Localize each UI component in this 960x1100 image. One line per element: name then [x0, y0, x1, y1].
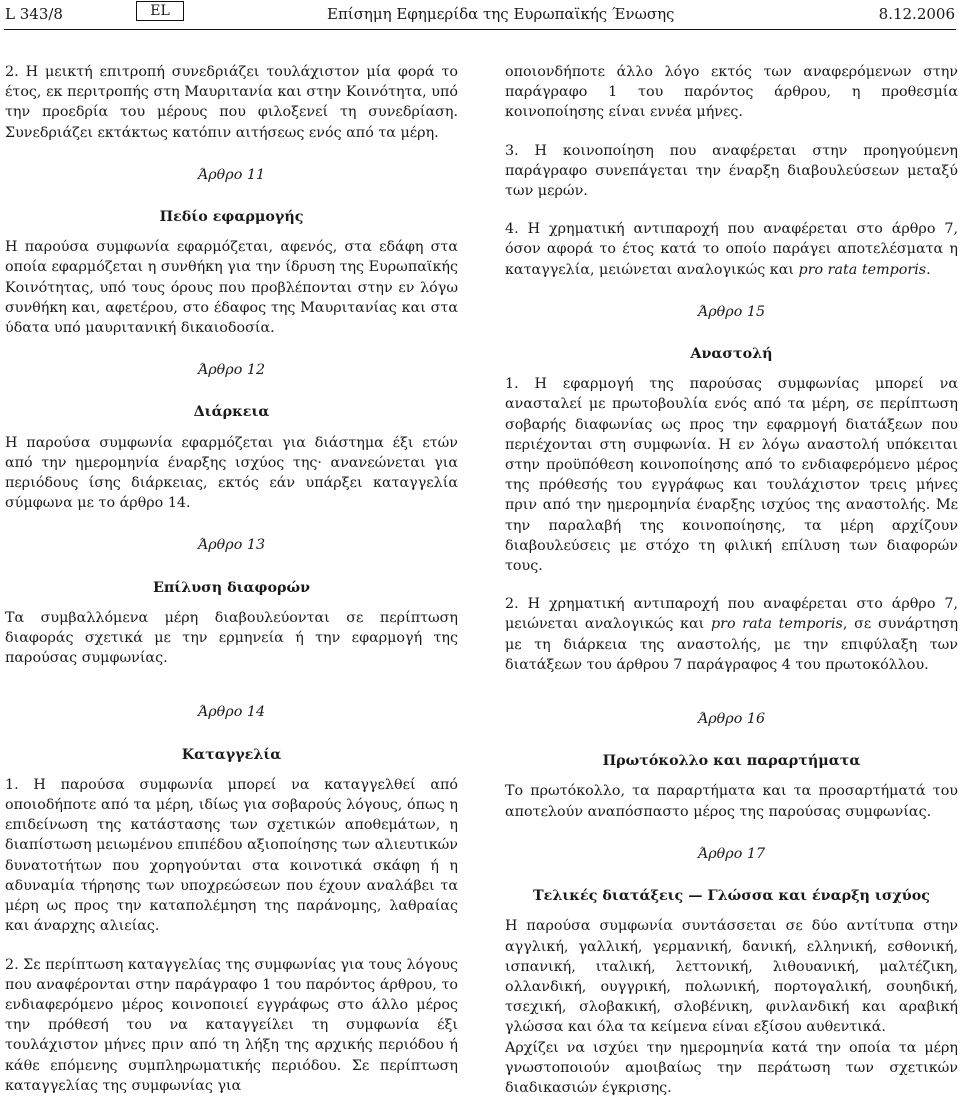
article-10-paragraph-2: 2. Η μεικτή επιτροπή συνεδριάζει τουλάχιστον μία φορά το έτος, εκ περιτροπής στη Μαυριτανία και στην Κοινότητα, υπό την προεδρία του μέρους που φιλοξενεί τη συνεδρίαση. Συνεδριάζει εκτάκτως κατόπιν αιτήσεως ενός από τα μέρη. — [5, 64, 458, 141]
article-15-paragraph-2: 2. Η χρηματική αντιπαροχή που αναφέρεται στο άρθρο 7, μειώνεται αναλογικώς και pro rata temporis, σε συνάρτηση με τη διάρκεια της αναστολής, με την επιφύλαξη των διατάξεων του άρθρου 7 παράγραφος 4 του πρωτοκόλλου. — [505, 596, 959, 673]
article-15-paragraph-1: 1. Η εφαρμογή της παρούσας συμφωνίας μπορεί να ανασταλεί με πρωτοβουλία ενός από τα μέρη, σε περίπτωση σοβαρής διαφωνίας ως προς την εφαρμογή διατάξεων που περιέχονται στη συμφωνία. Η εν λόγω αναστολή υπόκειται στην προϋπόθεση κοινοποίησης από το ενδιαφερόμενο μέρος της πρόθεσής του εγγράφως και τουλάχιστον τρεις μήνες πριν από την ημερομηνία έναρξης ισχύος της αναστολής. Με την παραλαβή της κοινοποίησης, τα μέρη αρχίζουν διαβουλεύσεις με στόχο τη φιλική επίλυση των διαφορών τους. — [505, 376, 958, 575]
article-14-paragraph-4: 4. Η χρηματική αντιπαροχή που αναφέρεται στο άρθρο 7, όσον αφορά το έτος κατά το οποίο παράγει αποτελέσματα η καταγγελία, μειώνεται αναλογικώς και pro rata temporis. — [505, 221, 958, 278]
article-15-title: Αναστολή — [690, 346, 773, 363]
article-13-title: Επίλυση διαφορών — [152, 579, 311, 596]
article-14-number: Άρθρο 14 — [197, 704, 266, 721]
article-14-paragraph-3: 3. Η κοινοποίηση που αναφέρεται στην προηγούμενη παράγραφο συνεπάγεται την έναρξη διαβουλεύσεων μεταξύ των μερών. — [505, 142, 958, 200]
article-14-paragraph-1: 1. Η παρούσα συμφωνία μπορεί να καταγγελθεί από οποιοδήποτε από τα μέρη, ιδίως για σοβαρούς λόγους, όπως η επιδείνωση της κατάστασης των σχετικών αποθεμάτων, η διαπίστωση μειωμένου επιπέδου αξιοποίησης των αλιευτικών δυνατοτήτων που χορηγούνται στα κοινοτικά σκάφη ή η αδυναμία τήρησης των υποχρεώσεων που έχουν αναλάβει τα μέρη ως προς την καταπολέμηση της παράνομης, λαθραίας και άναρχης αλιείας. — [5, 776, 458, 935]
article-13-text: Τα συμβαλλόμενα μέρη διαβουλεύονται σε περίπτωση διαφοράς σχετικά με την ερμηνεία ή την εφαρμογή της παρούσας συμφωνίας. — [5, 609, 458, 667]
article-14-paragraph-2: 2. Σε περίπτωση καταγγελίας της συμφωνίας για τους λόγους που αναφέρονται στην παράγραφο 1 του παρόντος άρθρου, το ενδιαφερόμενο μέρος κοινοποιεί εγγράφως στο άλλο μέρος την πρόθεσή του να καταγγείλει τη συμφωνία έξι τουλάχιστον μήνες πριν από τη λήξη της αρχικής περιόδου ή κάθε επόμενης συμπληρωματικής περιόδου. Σε περίπτωση καταγγελίας της συμφωνίας για — [5, 956, 458, 1094]
page-reference: L 343/8 — [5, 5, 63, 23]
journal-title: Επίσημη Εφημερίδα της Ευρωπαϊκής Ένωσης — [327, 5, 675, 23]
right-column — [505, 62, 958, 1098]
article-17-text-2: Αρχίζει να ισχύει την ημερομηνία κατά την οποία τα μέρη γνωστοποιούν αμοιβαίως την περάτωση των σχετικών διαδικασιών έγκρισης. — [505, 1039, 958, 1096]
page-header — [0, 0, 960, 30]
article-16-title: Πρωτόκολλο και παραρτήματα — [602, 753, 861, 770]
article-11-text: Η παρούσα συμφωνία εφαρμόζεται, αφενός, στα εδάφη στα οποία εφαρμόζεται η συνθήκη για την ίδρυση της Ευρωπαϊκής Κοινότητας, υπό τους όρους που προβλέπονται στην εν λόγω συνθήκη και, αφετέρου, στο έδαφος της Μαυριτανίας και στα ύδατα υπό μαυριτανική δικαιοδοσία. — [5, 239, 458, 337]
article-12-text: Η παρούσα συμφωνία εφαρμόζεται για διάστημα έξι ετών από την ημερομηνία έναρξης ισχύος της· ανανεώνεται για περιόδους ίσης διάρκειας, εκτός εάν υπάρξει καταγγελία σύμφωνα με το άρθρο 14. — [5, 434, 458, 512]
header-rule — [4, 29, 956, 30]
article-11-number: Άρθρο 11 — [197, 166, 266, 183]
article-14-title: Καταγγελία — [181, 746, 282, 763]
article-17-number: Άρθρο 17 — [697, 845, 766, 862]
language-code-box: EL — [136, 1, 184, 21]
article-17-text-1: Η παρούσα συμφωνία συντάσσεται σε δύο αντίτυπα στην αγγλική, γαλλική, γερμανική, δανική, ελληνική, εσθονική, ισπανική, ιταλική, λεττονική, λιθουανική, μαλτέζικη, ολλανδική, ουγγρική, πολωνική, πορτογαλική, σουηδική, τσεχική, σλοβακική, σλοβένικη, φινλανδική και αραβική γλώσσα και όλα τα κείμενα είναι εξίσου αυθεντικά. — [505, 918, 958, 1036]
article-15-number: Άρθρο 15 — [697, 303, 766, 320]
publication-date: 8.12.2006 — [878, 5, 955, 23]
left-column — [5, 62, 458, 1096]
article-17-title: Τελικές διατάξεις — Γλώσσα και έναρξη ισχύος — [533, 888, 930, 905]
article-13-number: Άρθρο 13 — [197, 537, 266, 554]
article-16-number: Άρθρο 16 — [697, 711, 766, 728]
article-14-continuation: οποιονδήποτε άλλο λόγο εκτός των αναφερόμενων στην παράγραφο 1 του παρόντος άρθρου, η προθεσμία κοινοποίησης είναι εννέα μήνες. — [505, 64, 958, 121]
article-12-title: Διάρκεια — [193, 404, 270, 421]
article-12-number: Άρθρο 12 — [197, 362, 266, 379]
article-11-title: Πεδίο εφαρμογής — [159, 209, 304, 226]
article-16-text: Το πρωτόκολλο, τα παραρτήματα και τα προσαρτήματά του αποτελούν αναπόσπαστο μέρος της παρούσας συμφωνίας. — [505, 783, 958, 820]
